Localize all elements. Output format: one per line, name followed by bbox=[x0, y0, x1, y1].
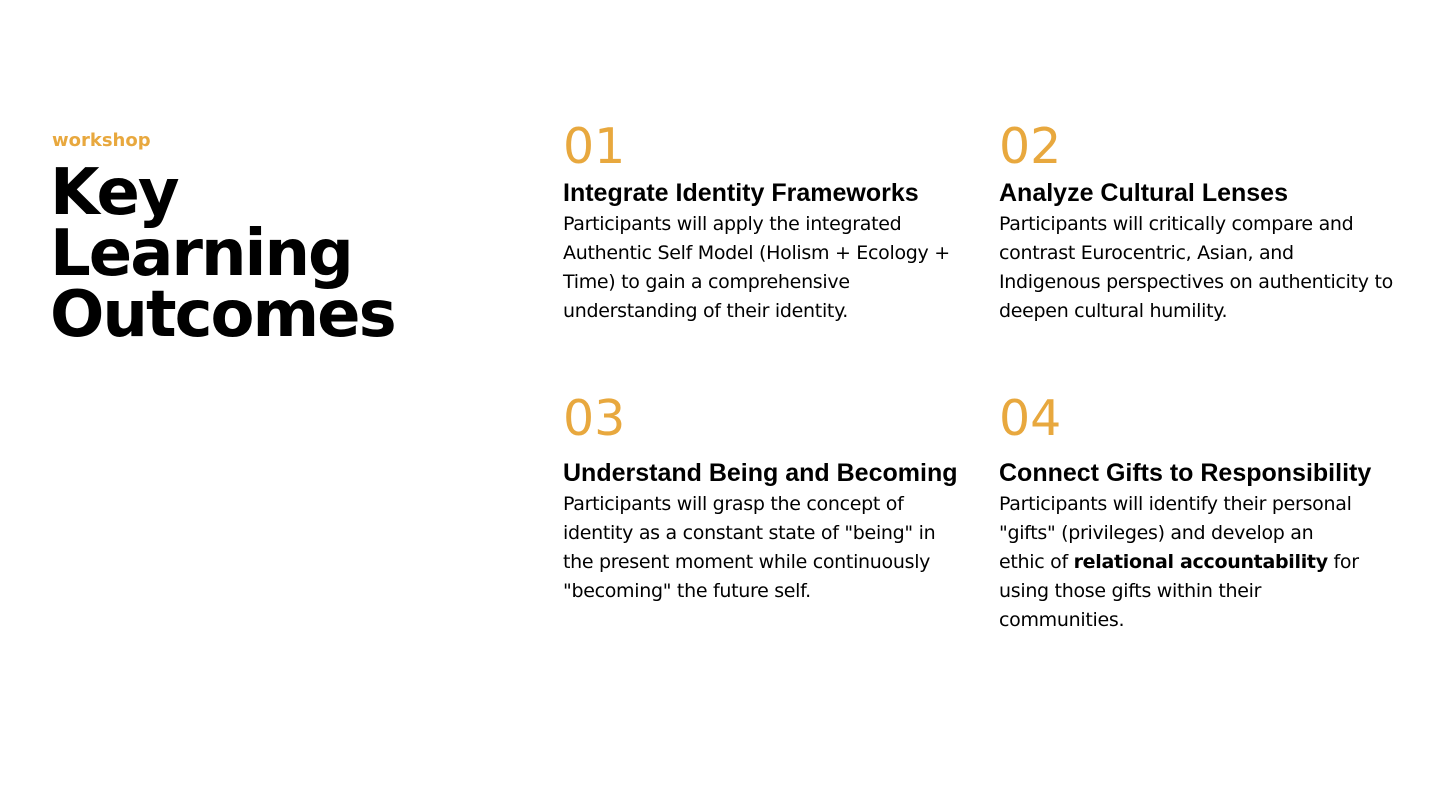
outcome-heading: Integrate Identity Frameworks bbox=[563, 179, 919, 207]
eyebrow-label: workshop bbox=[52, 130, 151, 151]
outcome-description: Participants will critically compare and contrast Eurocentric, Asian, and Indigenous perspectives on authenticity to deepen cultural humility. bbox=[999, 213, 1393, 322]
outcome-heading: Analyze Cultural Lenses bbox=[999, 179, 1288, 207]
page-title bbox=[50, 156, 395, 352]
outcome-card-02 bbox=[999, 118, 1419, 326]
outcome-heading: Understand Being and Becoming bbox=[563, 459, 958, 487]
outcome-number: 01 bbox=[563, 118, 626, 175]
title-line-3: Outcomes bbox=[50, 278, 395, 352]
outcome-card-04 bbox=[999, 390, 1419, 635]
outcome-description-text-end: for using those gifts within their communities. bbox=[999, 551, 1359, 631]
outcome-number: 04 bbox=[999, 390, 1062, 447]
outcome-description: Participants will apply the integrated Authentic Self Model (Holism + Ecology + Time) to gain a comprehensive understanding of their identity. bbox=[563, 213, 950, 322]
outcome-card-03 bbox=[563, 390, 983, 606]
title-line-1: Key bbox=[50, 156, 178, 230]
outcome-heading: Connect Gifts to Responsibility bbox=[999, 459, 1372, 487]
outcome-number: 03 bbox=[563, 390, 626, 447]
title-line-2: Learning bbox=[50, 217, 352, 291]
outcome-number: 02 bbox=[999, 118, 1062, 175]
outcome-description-text: Participants will identify their personal "gifts" (privileges) and develop an ethic of bbox=[999, 493, 1352, 573]
outcome-description-emphasis: relational accountability bbox=[1073, 551, 1328, 573]
outcome-description: Participants will grasp the concept of identity as a constant state of "being" in the present moment while continuously "becoming" the future self. bbox=[563, 493, 936, 602]
outcome-card-01 bbox=[563, 118, 983, 326]
outcome-description bbox=[999, 490, 1359, 635]
